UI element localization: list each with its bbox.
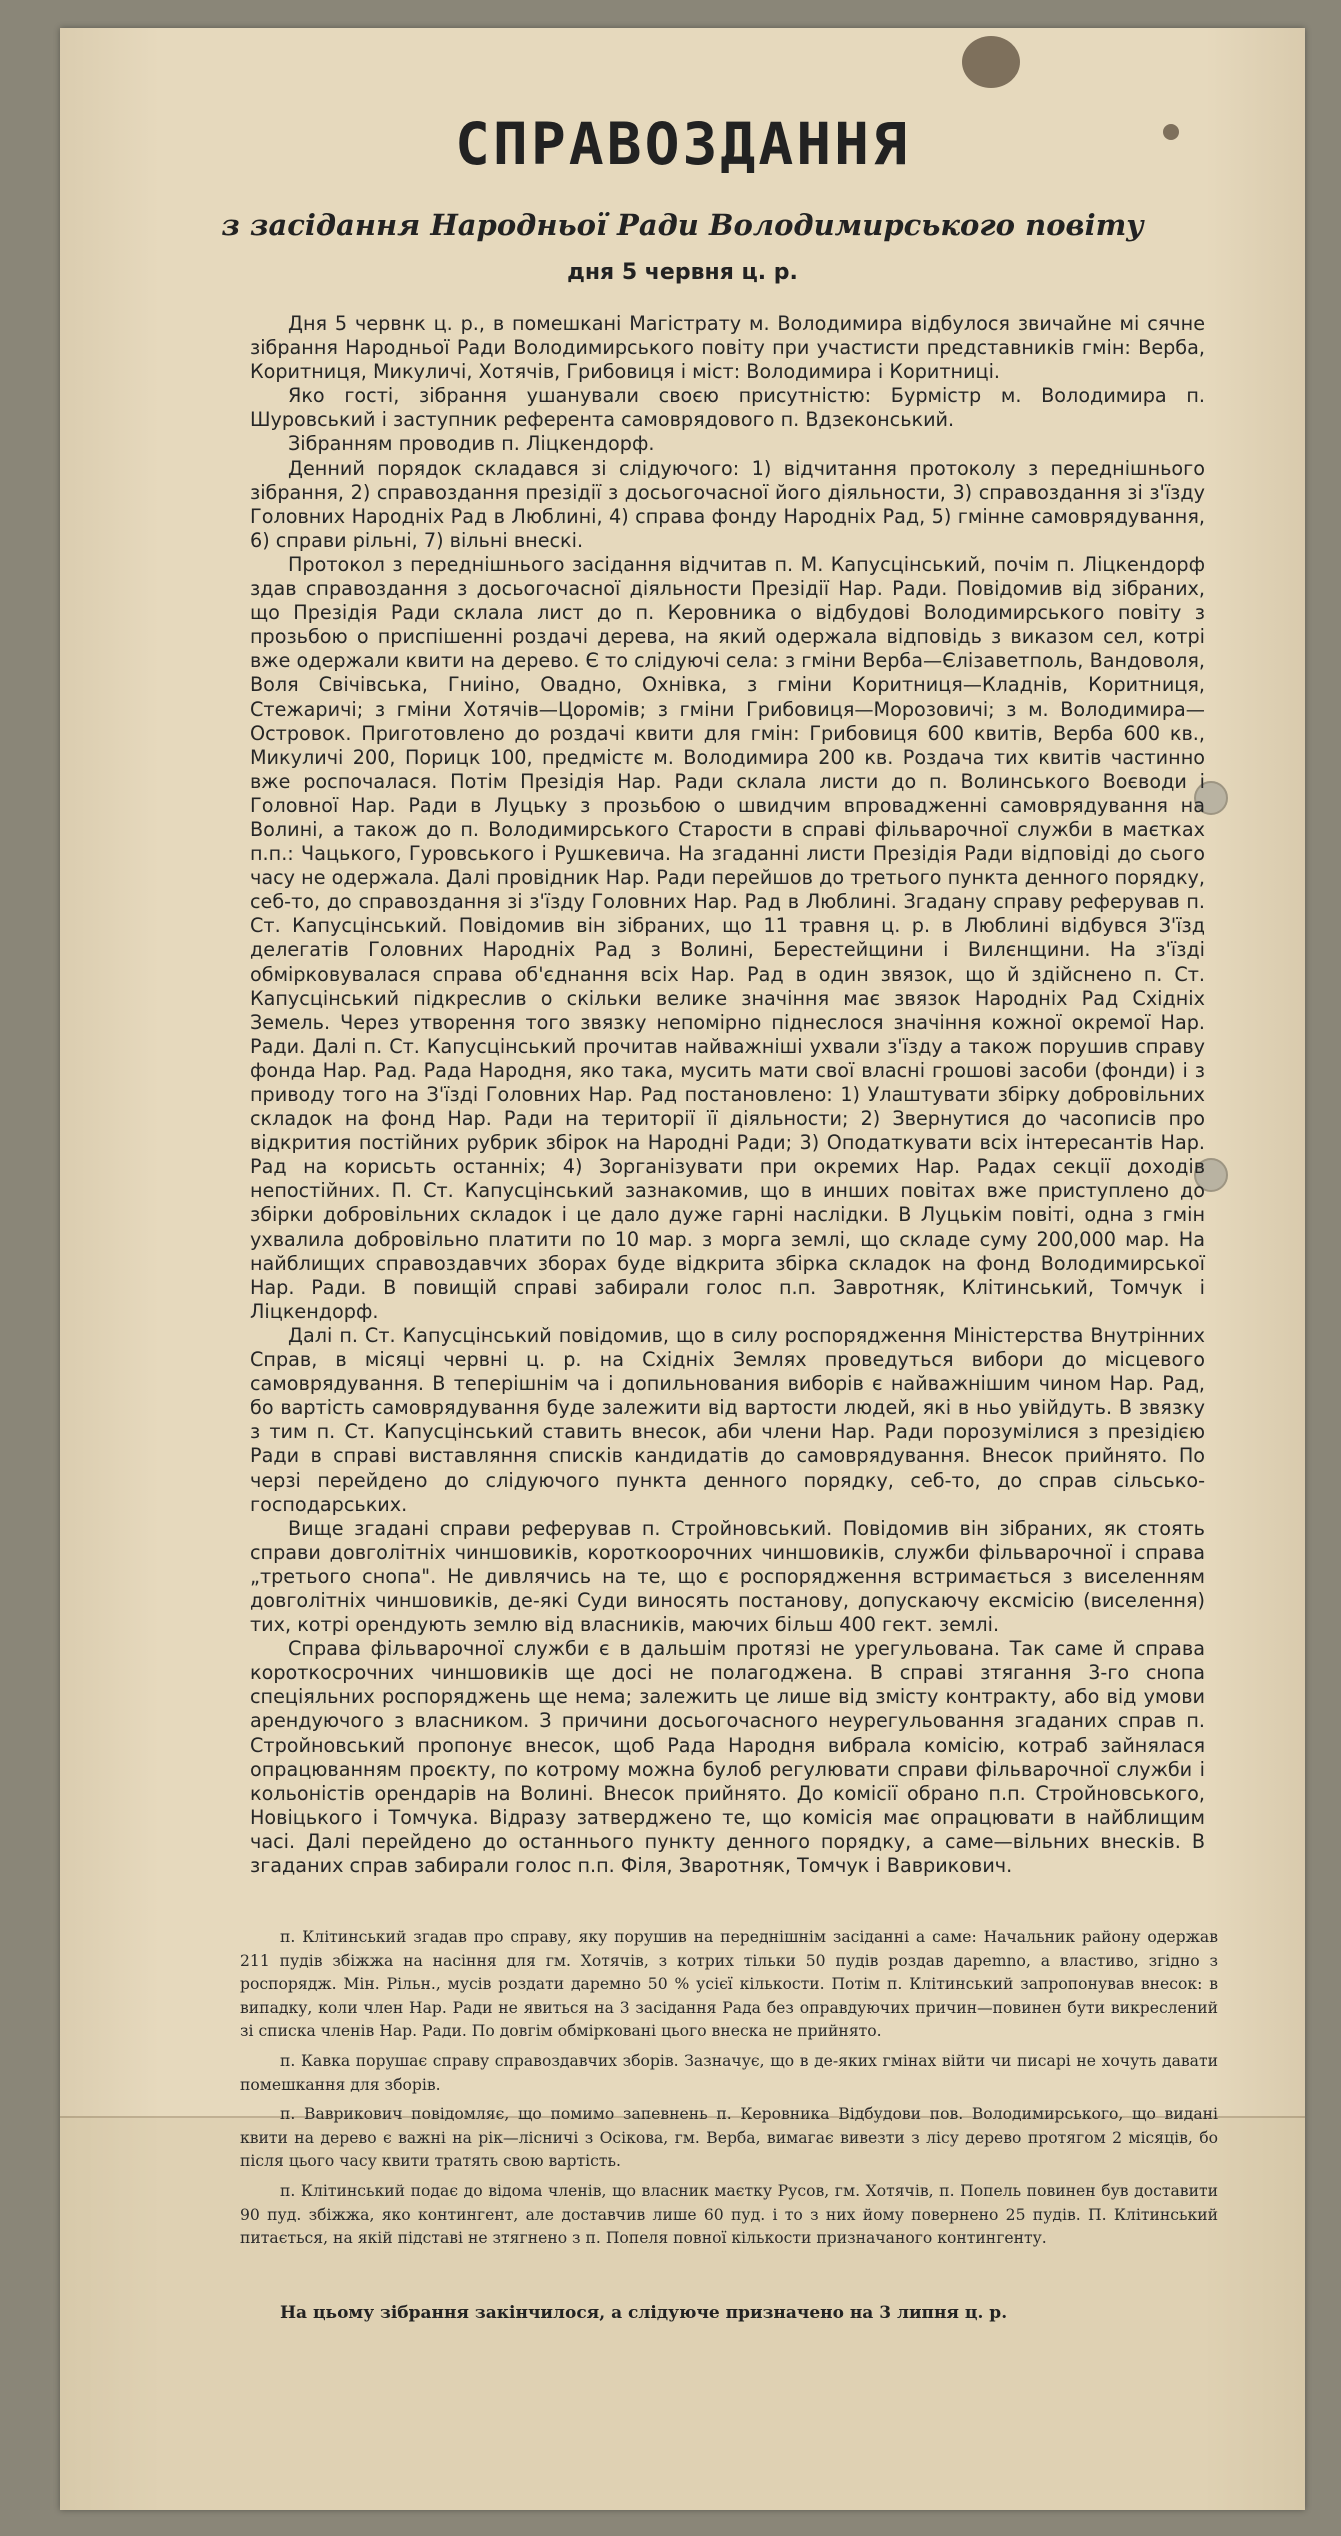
free-motions-notes xyxy=(240,1926,1218,2257)
paragraph-protocol: Протокол з переднішнього засідання відчитав п. М. Капусцінський, почім п. Ліцкендорф здав справоздання з досьогочасної діяльности Презідії Нар. Ради. Повідомив від зібраних, що Презідія Ради склала лист до п. Керовника о відбудові Володимирського повіту з прозьбою о приспішенні роздачі дерева, на який одержала відповідь з виказом сел, котрі вже одержали квити на дерево. Є то слідуючі села: з гміни Верба—Єлізаветполь, Вандоволя, Воля Свічівська, Гниіно, Овадно, Охнівка, з гміни Коритниця—Кладнів, Коритниця, Стежаричі; з гміни Хотячів—Цоромів; з гміни Грибовиця—Морозовичі; з м. Володимира—Островок. Приготовлено до роздачі квити для гмін: Грибовиця 600 квитів, Верба 600 кв., Микуличі 200, Порицк 100, предмістє м. Володимира 200 кв. Роздача тих квитів частинно вже роспочалася. Потім Презідія Нар. Ради склала листи до п. Волинського Воєводи і Головної Нар. Ради в Луцьку з прозьбою о швидчим впровадженні самоврядування на Волині, а також до п. Володимирського Старости в справі фільварочної служби в маєтках п.п.: Чацького, Гуровського і Рушкевича. На згаданні листи Презідія Ради відповіді до сього часу не одержала. Далі провідник Нар. Ради перейшов до третього пункта денного порядку, себ-то, до справоздання зі з'їзду Головних Нар. Рад в Люблині. Згадану справу реферував п. Ст. Капусцінський. Повідомив він зібраних, що 11 травня ц. р. в Люблині відбувся З'їзд делегатів Головних Народніх Рад з Волині, Берестейщини і Вилєнщини. На з'їзді обмірковувалася справа об'єднання всіх Нар. Рад в один звязок, що й здійснено п. Ст. Капусцінський підкреслив о скільки велике значіння має звязок Народніх Рад Східніх Земель. Через утворення того звязку непомірно піднеслося значіння кожної окремої Нар. Ради. Далі п. Ст. Капусцінський прочитав найважніші ухвали з'їзду а також порушив справу фонда Нар. Рад. Рада Народня, яко така, мусить мати свої власні грошові засоби (фонди) і з приводу того на З'їзді Головних Нар. Рад постановлено: 1) Улаштувати збірку добровільних складок на фонд Нар. Ради на території її діяльности; 2) Звернутися до часописів про відкрития постійних рубрик збірок на Народні Ради; 3) Оподаткувати всіх інтересантів Нар. Рад на корисьть останніх; 4) Зорганізувати при окремих Нар. Радах секції доходів непостійних. П. Ст. Капусцінський зазнакомив, що в инших повітах вже приступлено до збірки добровільних складок і це дало дуже гарні наслідки. В Луцькім повіті, одна з гмін ухвалила добровільно платити по 10 мар. з морга землі, що складе суму 200,000 мар. На найблищих справоздавчих зборах буде відкрита збірка складок на фонд Володимирської Нар. Ради. В повищій справі забирали голос п.п. Завротняк, Клітинський, Томчук і Ліцкендорф. xyxy=(250,552,1205,1323)
paragraph-agenda: Денний порядок складався зі слідуючого: 1) відчитання протоколу з переднішнього зібрання, 2) справоздання презідії з досьогочасної його діяльности, 3) справоздання зі з'їзду Головних Народніх Рад в Люблині, 4) справа фонду Народніх Рад, 5) гмінне самоврядування, 6) справи рільні, 7) вільні внескі. xyxy=(250,456,1205,552)
paragraph-chair: Зібранням проводив п. Ліцкендорф. xyxy=(288,432,655,456)
report-body xyxy=(250,312,1205,1878)
paragraph-manor-service: Справа фільварочної служби є в дальшім протязі не урегульована. Так саме й справа короткосрочних чиншовиків ще досі не полагоджена. В справі зтягання 3-го снопа спеціяльних роспоряджень ще нема; залежить це лише від змісту контракту, або від умови арендуючого з власником. З причини досьогочасного неурегульовання згаданих справ п. Стройновський пропонує внесок, щоб Рада Народня вибрала комісію, котраб зайнялася опрацюванням проєкту, по котрому можна булоб регулювати справи фільварочної служби і кольоністів орендарів на Волині. Внесок прийнято. До комісії обрано п.п. Стройновського, Новіцького і Томчука. Відразу затверджено те, що комісія має опрацювати в найблищим часі. Далі перейдено до останнього пункту денного порядку, а саме—вільних внесків. В згаданих справ забирали голос п.п. Філя, Зваротняк, Томчук і Ваврикович. xyxy=(250,1637,1205,1877)
paragraph-agriculture: Вище згадані справи реферував п. Стройновський. Повідомив він зібраних, як стоять справи довголітніх чиншовиків, короткоорочних чиншовиків, служби фільварочної і справа „третього снопа". Не дивлячись на те, що є роспорядження встримається з виселенням довголітніх чиншовиків, де-які Суди виносять постанову, допускаючу ексмісію (виселення) тих, котрі орендують землю від власників, маючих більш 400 гект. землі. xyxy=(250,1516,1205,1637)
note-kavka-meetings: п. Кавка порушає справу справоздавчих зборів. Зазначує, що в де-яких гмінах війти чи писарі не хочуть давати помешкання для зборів. xyxy=(240,2051,1218,2094)
document-subtitle: з засідання Народньої Ради Володимирського повіту xyxy=(221,208,1144,242)
note-vavrykovych-timber: п. Ваврикович повідомляє, що помимо запевнень п. Керовника Відбудови пов. Володимирського, що видані квити на дерево є важні на рік—лісничі з Осікова, гм. Верба, вимагає вивезти з лісу дерево протягом 2 місяців, бо після цього часу квити тратять свою вартість. xyxy=(240,2105,1218,2171)
paragraph-elections: Далі п. Ст. Капусцінський повідомив, що в силу роспорядження Міністерства Внутрінних Справ, в місяці червні ц. р. на Східніх Землях проведуться вибори до місцевого самоврядування. В теперішнім ча і допильнования виборів є найважнішим чином Нар. Рад, бо вартість самоврядування буде залежити від вартости людей, які в ньо увійдуть. В звязку з тим п. Ст. Капусцінський ставить внесок, аби члени Нар. Ради порозумілися з презідією Ради в справі виставляння списків кандидатів до самоврядування. Внесок прийнято. По черзі перейдено до слідуючого пункта денного порядку, себ-то, до справ сільсько-господарських. xyxy=(250,1323,1205,1516)
closing-line: На цьому зібрання закінчилося, а слідуюче призначено на 3 липня ц. р. xyxy=(280,2303,1008,2323)
ink-stain xyxy=(962,36,1020,88)
document-page xyxy=(60,28,1305,2510)
note-klitynskyi-seeds: п. Клітинський згадав про справу, яку порушив на переднішнім засіданні а саме: Начальник району одержав 211 пудів збіжжа на насіння для гм. Хотячів, з котрих тільки 50 пудів роздав дарemno, а властиво, згідно з роспорядж. Мін. Рільн., мусів роздати даремно 50 % усієї кількости. Потім п. Клітинський запропонував внесок: в випадку, коли член Нар. Ради не явиться на 3 засідання Рада без оправдуючих причин—повинен бути викреслений зі списка членів Нар. Ради. По довгім обмірковані цього внеска не прийнято. xyxy=(240,1928,1218,2041)
document-title: СПРАВОЗДАННЯ xyxy=(454,110,911,178)
paragraph-intro: Дня 5 червнк ц. р., в помешкані Магістрату м. Володимира відбулося звичайне мі сячне зібрання Народньої Ради Володимирського повіту при участисти представників гмін: Верба, Коритниця, Микуличі, Хотячів, Грибовиця і міст: Володимира і Коритниці. xyxy=(250,312,1205,384)
note-klitynskyi-contingent: п. Клітинський подає до відома членів, що власник маєтку Русов, гм. Хотячів, п. Попель повинен був доставити 90 пуд. збіжжа, яко контингент, але доставчив лише 60 пуд. і то з них йому повернено 25 пудів. П. Клітинський питається, на якій підставі не зтягнено з п. Попеля повної кількости призначаного контингенту. xyxy=(240,2181,1218,2248)
document-date-line: дня 5 червня ц. р. xyxy=(567,260,798,285)
paragraph-guests: Яко гості, зібрання ушанували своєю присутністю: Бурмістр м. Володимира п. Шуровський і заступник референта самоврядового п. Вдзеконський. xyxy=(250,384,1205,432)
